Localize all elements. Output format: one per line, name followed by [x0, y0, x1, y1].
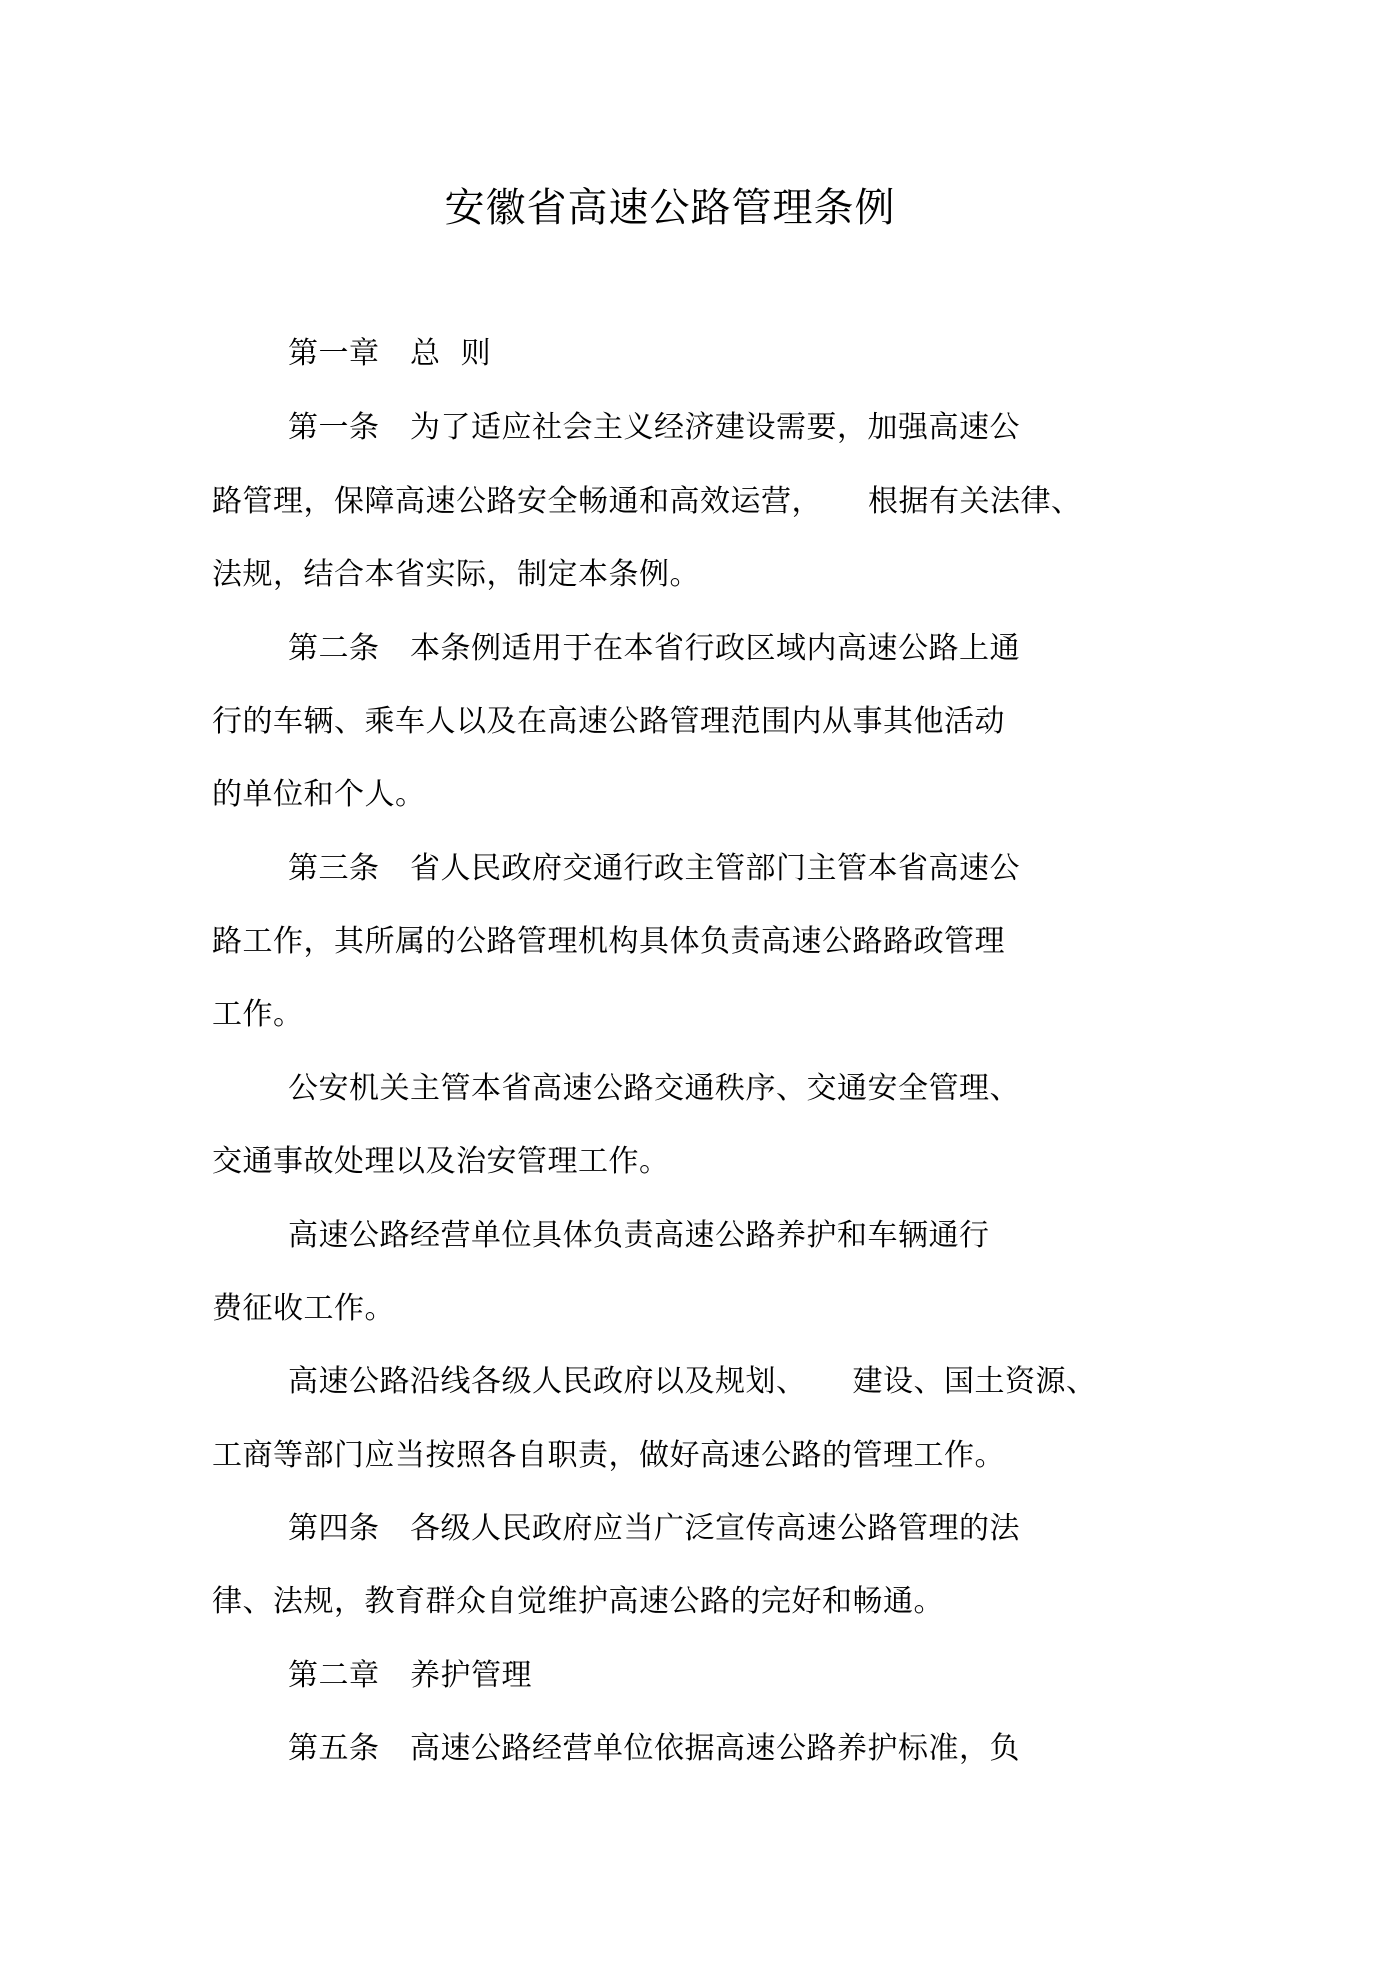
text-line: 路管理，保障高速公路安全畅通和高效运营， 根据有关法律、 — [212, 484, 1082, 519]
text-line: 路工作，其所属的公路管理机构具体负责高速公路路政管理 — [212, 924, 1005, 959]
text-line: 律、法规，教育群众自觉维护高速公路的完好和畅通。 — [212, 1584, 944, 1619]
text-line: 工商等部门应当按照各自职责，做好高速公路的管理工作。 — [212, 1438, 1005, 1473]
text-line: 高速公路经营单位具体负责高速公路养护和车辆通行 — [288, 1218, 990, 1253]
text-line: 行的车辆、乘车人以及在高速公路管理范围内从事其他活动 — [212, 704, 1005, 739]
text-line: 费征收工作。 — [212, 1291, 395, 1326]
text-line: 交通事故处理以及治安管理工作。 — [212, 1144, 670, 1179]
document-title: 安徽省高速公路管理条例 — [444, 185, 896, 231]
text-line: 第五条 高速公路经营单位依据高速公路养护标准，负 — [288, 1731, 1020, 1766]
text-line: 公安机关主管本省高速公路交通秩序、交通安全管理、 — [288, 1071, 1020, 1106]
chapter-1-heading: 第一章 总 则 — [288, 336, 492, 371]
text-line: 工作。 — [212, 997, 304, 1032]
text-line: 第二条 本条例适用于在本省行政区域内高速公路上通 — [288, 631, 1020, 666]
text-line: 第三条 省人民政府交通行政主管部门主管本省高速公 — [288, 851, 1020, 886]
text-line: 第四条 各级人民政府应当广泛宣传高速公路管理的法 — [288, 1511, 1020, 1546]
text-line: 法规，结合本省实际，制定本条例。 — [212, 557, 700, 592]
text-line: 的单位和个人。 — [212, 777, 426, 812]
text-line: 高速公路沿线各级人民政府以及规划、 建设、国土资源、 — [288, 1364, 1097, 1399]
chapter-2-heading: 第二章 养护管理 — [288, 1658, 532, 1693]
text-line: 第一条 为了适应社会主义经济建设需要，加强高速公 — [288, 410, 1020, 445]
